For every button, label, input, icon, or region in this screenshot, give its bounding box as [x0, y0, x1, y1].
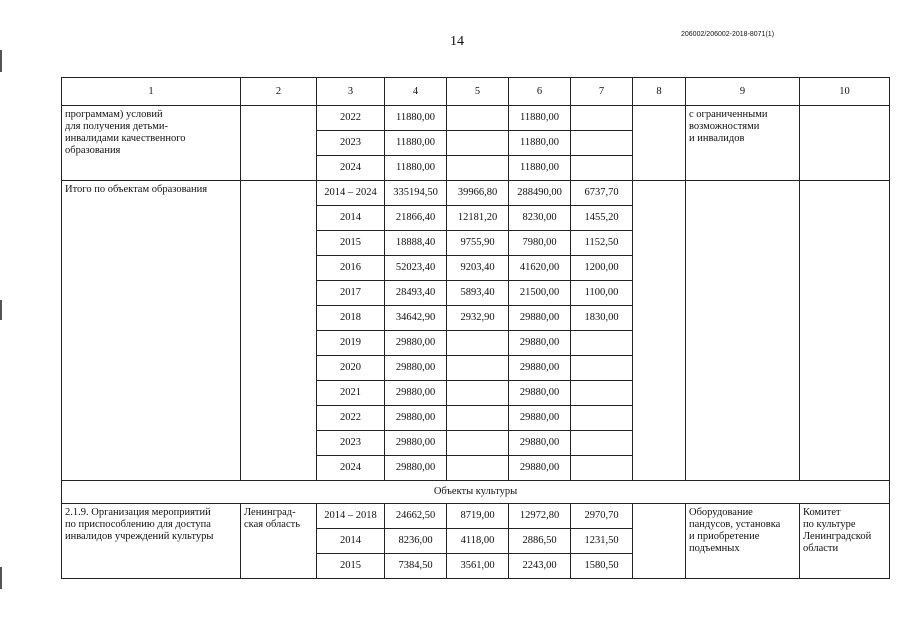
federal-cell: 39966,80 [447, 181, 509, 206]
federal-cell [447, 156, 509, 181]
total-cell: 8236,00 [385, 529, 447, 554]
scan-edge-mark [0, 567, 2, 589]
table-row [62, 106, 890, 131]
federal-cell: 9203,40 [447, 256, 509, 281]
federal-cell [447, 331, 509, 356]
total-cell: 18888,40 [385, 231, 447, 256]
column-header: 1 [62, 78, 241, 106]
federal-cell: 12181,20 [447, 206, 509, 231]
year-cell: 2024 [317, 156, 385, 181]
table-row [62, 504, 890, 529]
total-cell: 52023,40 [385, 256, 447, 281]
budget-table [61, 77, 890, 579]
other-sources-cell [633, 106, 686, 181]
other-sources-cell [633, 181, 686, 481]
total-cell: 11880,00 [385, 106, 447, 131]
local-cell [571, 331, 633, 356]
year-cell: 2016 [317, 256, 385, 281]
regional-cell: 29880,00 [509, 356, 571, 381]
federal-cell [447, 406, 509, 431]
local-cell: 1830,00 [571, 306, 633, 331]
regional-cell: 2243,00 [509, 554, 571, 579]
measure-description: программам) условий для получения детьми- инвалидами качественного образования [62, 106, 241, 181]
regional-cell: 29880,00 [509, 406, 571, 431]
local-cell: 1200,00 [571, 256, 633, 281]
total-cell: 11880,00 [385, 131, 447, 156]
total-cell: 24662,50 [385, 504, 447, 529]
total-cell: 7384,50 [385, 554, 447, 579]
year-cell: 2022 [317, 406, 385, 431]
local-cell: 1455,20 [571, 206, 633, 231]
column-header: 5 [447, 78, 509, 106]
regional-cell: 29880,00 [509, 456, 571, 481]
column-header: 7 [571, 78, 633, 106]
column-header: 9 [686, 78, 800, 106]
regional-cell: 41620,00 [509, 256, 571, 281]
federal-cell [447, 381, 509, 406]
local-cell: 1231,50 [571, 529, 633, 554]
federal-cell: 9755,90 [447, 231, 509, 256]
federal-cell [447, 456, 509, 481]
page-number: 14 [450, 34, 464, 49]
local-cell [571, 456, 633, 481]
federal-cell [447, 431, 509, 456]
year-cell: 2014 – 2024 [317, 181, 385, 206]
executor-cell [800, 106, 890, 181]
column-header: 10 [800, 78, 890, 106]
total-cell: 335194,50 [385, 181, 447, 206]
column-header: 3 [317, 78, 385, 106]
year-cell: 2020 [317, 356, 385, 381]
table-row [62, 181, 890, 206]
territory-cell: Ленинград- ская область [241, 504, 317, 579]
regional-cell: 29880,00 [509, 431, 571, 456]
year-cell: 2015 [317, 554, 385, 579]
local-cell: 1152,50 [571, 231, 633, 256]
year-cell: 2023 [317, 131, 385, 156]
total-cell: 29880,00 [385, 331, 447, 356]
local-cell [571, 131, 633, 156]
year-cell: 2023 [317, 431, 385, 456]
scan-edge-mark [0, 300, 2, 320]
federal-cell [447, 106, 509, 131]
measure-description: 2.1.9. Организация мероприятий по приспособлению для доступа инвалидов учреждений культуры [62, 504, 241, 579]
scan-edge-mark [0, 50, 2, 72]
territory-cell [241, 106, 317, 181]
regional-cell: 11880,00 [509, 106, 571, 131]
federal-cell [447, 131, 509, 156]
regional-cell: 21500,00 [509, 281, 571, 306]
federal-cell: 3561,00 [447, 554, 509, 579]
year-cell: 2014 [317, 529, 385, 554]
measure-description: Итого по объектам образования [62, 181, 241, 481]
local-cell [571, 406, 633, 431]
local-cell [571, 156, 633, 181]
section-row [62, 481, 890, 504]
year-cell: 2014 [317, 206, 385, 231]
federal-cell: 5893,40 [447, 281, 509, 306]
column-header: 8 [633, 78, 686, 106]
total-cell: 21866,40 [385, 206, 447, 231]
local-cell [571, 431, 633, 456]
year-cell: 2017 [317, 281, 385, 306]
federal-cell: 2932,90 [447, 306, 509, 331]
local-cell: 1580,50 [571, 554, 633, 579]
regional-cell: 29880,00 [509, 306, 571, 331]
regional-cell: 11880,00 [509, 131, 571, 156]
column-header-row [62, 78, 890, 106]
year-cell: 2018 [317, 306, 385, 331]
column-header: 2 [241, 78, 317, 106]
regional-cell: 7980,00 [509, 231, 571, 256]
regional-cell: 288490,00 [509, 181, 571, 206]
total-cell: 29880,00 [385, 356, 447, 381]
regional-cell: 29880,00 [509, 381, 571, 406]
federal-cell: 4118,00 [447, 529, 509, 554]
section-title: Объекты культуры [62, 481, 890, 504]
total-cell: 28493,40 [385, 281, 447, 306]
document-id: 206002/206002-2018-8071(1) [681, 31, 775, 38]
total-cell: 29880,00 [385, 381, 447, 406]
regional-cell: 12972,80 [509, 504, 571, 529]
regional-cell: 29880,00 [509, 331, 571, 356]
year-cell: 2014 – 2018 [317, 504, 385, 529]
total-cell: 29880,00 [385, 456, 447, 481]
federal-cell: 8719,00 [447, 504, 509, 529]
local-cell: 2970,70 [571, 504, 633, 529]
year-cell: 2024 [317, 456, 385, 481]
territory-cell [241, 181, 317, 481]
column-header: 6 [509, 78, 571, 106]
regional-cell: 8230,00 [509, 206, 571, 231]
expected-result: Оборудование пандусов, установка и приобретение подъемных [686, 504, 800, 579]
total-cell: 29880,00 [385, 406, 447, 431]
column-header: 4 [385, 78, 447, 106]
expected-result: с ограниченными возможностями и инвалидов [686, 106, 800, 181]
executor-cell: Комитет по культуре Ленинградской области [800, 504, 890, 579]
local-cell: 6737,70 [571, 181, 633, 206]
executor-cell [800, 181, 890, 481]
local-cell [571, 106, 633, 131]
regional-cell: 2886,50 [509, 529, 571, 554]
local-cell: 1100,00 [571, 281, 633, 306]
local-cell [571, 356, 633, 381]
expected-result [686, 181, 800, 481]
regional-cell: 11880,00 [509, 156, 571, 181]
federal-cell [447, 356, 509, 381]
total-cell: 29880,00 [385, 431, 447, 456]
other-sources-cell [633, 504, 686, 579]
local-cell [571, 381, 633, 406]
total-cell: 34642,90 [385, 306, 447, 331]
total-cell: 11880,00 [385, 156, 447, 181]
year-cell: 2019 [317, 331, 385, 356]
year-cell: 2015 [317, 231, 385, 256]
year-cell: 2021 [317, 381, 385, 406]
year-cell: 2022 [317, 106, 385, 131]
